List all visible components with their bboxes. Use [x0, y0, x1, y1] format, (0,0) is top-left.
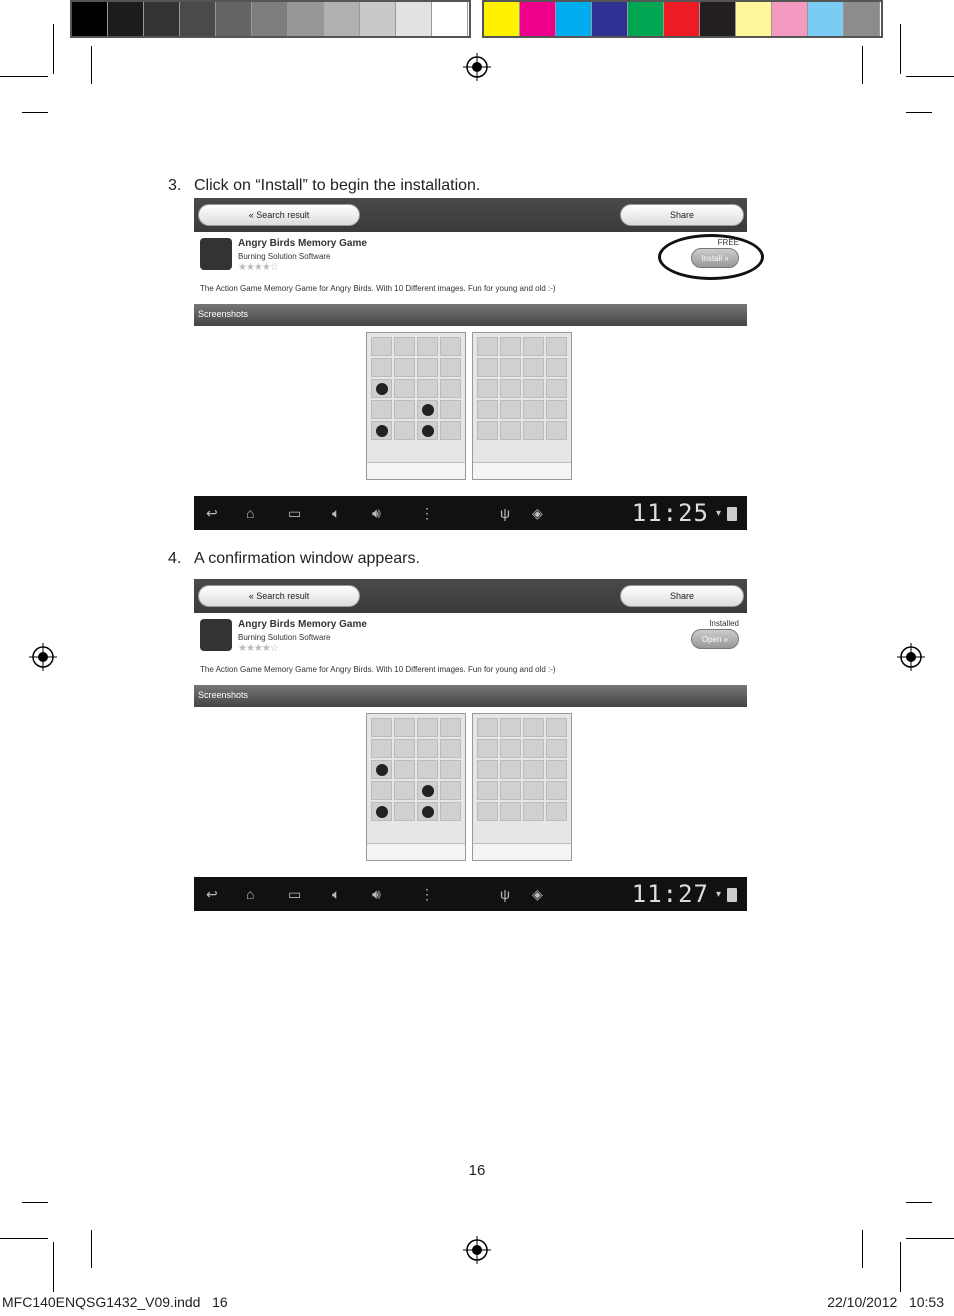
app-description: The Action Game Memory Game for Angry Birds. With 10 Different images. Fun for young and old :-): [200, 284, 556, 293]
crop-mark: [862, 46, 863, 84]
app-top-bar: [194, 198, 747, 232]
crop-mark: [53, 1242, 54, 1292]
color-swatch: [252, 2, 288, 36]
crop-mark: [906, 112, 932, 113]
crop-mark: [22, 1202, 48, 1203]
status-clock: 11:27: [631, 880, 709, 908]
android-icon: ◈: [532, 505, 543, 521]
thumbnail-footer: [473, 462, 571, 479]
gray-color-bar: [70, 0, 471, 38]
crop-mark: [91, 1230, 92, 1268]
share-button[interactable]: Share: [620, 585, 744, 607]
wifi-icon: ▾: [715, 508, 721, 519]
footer-date: 22/10/2012 10:53: [827, 1294, 944, 1310]
color-swatch: [432, 2, 468, 36]
color-swatch: [628, 2, 664, 36]
color-swatch: [664, 2, 700, 36]
back-icon[interactable]: ↩: [206, 886, 218, 902]
registration-mark-icon: [463, 53, 491, 81]
game-screenshot-thumbnail[interactable]: [366, 332, 466, 480]
volume-down-icon[interactable]: 🔈︎: [332, 886, 341, 902]
wifi-icon: ▾: [715, 889, 721, 900]
color-swatch: [180, 2, 216, 36]
search-result-button[interactable]: « Search result: [198, 204, 360, 226]
section-title: Screenshots: [198, 309, 249, 319]
highlight-circle: [658, 234, 764, 280]
game-screenshot-thumbnail[interactable]: [366, 713, 466, 861]
color-swatch: [108, 2, 144, 36]
volume-up-icon[interactable]: 🔊︎: [372, 505, 381, 521]
volume-down-icon[interactable]: 🔈︎: [332, 505, 341, 521]
memory-grid: [371, 337, 461, 440]
screenshots-section-bar: [194, 304, 747, 326]
app-description: The Action Game Memory Game for Angry Birds. With 10 Different images. Fun for young and old :-): [200, 665, 556, 674]
memory-grid: [477, 337, 567, 440]
crop-mark: [0, 1238, 48, 1239]
screenshot-install: [194, 198, 747, 530]
registration-mark-icon: [29, 643, 57, 671]
recent-apps-icon[interactable]: ▭: [288, 505, 302, 521]
color-swatch: [700, 2, 736, 36]
color-swatch: [360, 2, 396, 36]
thumbnail-footer: [367, 462, 465, 479]
game-screenshot-thumbnail[interactable]: [472, 332, 572, 480]
section-title: Screenshots: [198, 690, 249, 700]
rating-stars: ★★★★☆: [238, 643, 278, 654]
color-swatch: [520, 2, 556, 36]
crop-mark: [900, 24, 901, 74]
color-swatch: [808, 2, 844, 36]
recent-apps-icon[interactable]: ▭: [288, 886, 302, 902]
installed-label: Installed: [709, 619, 739, 628]
step-3-text: 3. Click on “Install” to begin the installation.: [168, 177, 481, 194]
app-developer: Burning Solution Software: [238, 633, 331, 642]
crop-mark: [91, 46, 92, 84]
android-system-bar: [194, 496, 747, 530]
step-4-text: 4. A confirmation window appears.: [168, 550, 420, 567]
crop-mark: [906, 76, 954, 77]
memory-grid: [477, 718, 567, 821]
app-icon: [200, 238, 232, 270]
color-swatch: [844, 2, 880, 36]
rating-stars: ★★★★☆: [238, 262, 278, 273]
screenshots-section-bar: [194, 685, 747, 707]
thumbnail-footer: [367, 843, 465, 860]
crop-mark: [0, 76, 48, 77]
menu-icon[interactable]: ⋮: [420, 886, 434, 902]
footer-file-info: MFC140ENQSG1432_V09.indd 16: [2, 1294, 228, 1310]
install-button[interactable]: Install »: [691, 248, 739, 268]
search-result-button[interactable]: « Search result: [198, 585, 360, 607]
color-swatch: [556, 2, 592, 36]
memory-grid: [371, 718, 461, 821]
process-color-bar: [482, 0, 883, 38]
color-swatch: [484, 2, 520, 36]
home-icon[interactable]: ⌂: [246, 886, 255, 902]
crop-mark: [862, 1230, 863, 1268]
back-icon[interactable]: ↩: [206, 505, 218, 521]
registration-mark-icon: [463, 1236, 491, 1264]
color-swatch: [72, 2, 108, 36]
app-top-bar: [194, 579, 747, 613]
usb-icon: ψ: [500, 505, 510, 521]
color-swatch: [288, 2, 324, 36]
open-button[interactable]: Open »: [691, 629, 739, 649]
price-label: FREE: [717, 238, 739, 247]
android-icon: ◈: [532, 886, 543, 902]
game-screenshot-thumbnail[interactable]: [472, 713, 572, 861]
app-name: Angry Birds Memory Game: [238, 238, 367, 249]
crop-mark: [906, 1202, 932, 1203]
color-swatch: [216, 2, 252, 36]
usb-icon: ψ: [500, 886, 510, 902]
menu-icon[interactable]: ⋮: [420, 505, 434, 521]
volume-up-icon[interactable]: 🔊︎: [372, 886, 381, 902]
app-icon: [200, 619, 232, 651]
crop-mark: [900, 1242, 901, 1292]
android-system-bar: [194, 877, 747, 911]
app-name: Angry Birds Memory Game: [238, 619, 367, 630]
crop-mark: [22, 112, 48, 113]
color-swatch: [736, 2, 772, 36]
color-swatch: [324, 2, 360, 36]
thumbnail-footer: [473, 843, 571, 860]
battery-icon: [727, 888, 737, 902]
color-swatch: [772, 2, 808, 36]
color-swatch: [396, 2, 432, 36]
screenshot-installed: [194, 579, 747, 911]
registration-mark-icon: [897, 643, 925, 671]
home-icon[interactable]: ⌂: [246, 505, 255, 521]
color-swatch: [144, 2, 180, 36]
battery-icon: [727, 507, 737, 521]
crop-mark: [906, 1238, 954, 1239]
share-button[interactable]: Share: [620, 204, 744, 226]
page-number: 16: [468, 1162, 486, 1179]
crop-mark: [53, 24, 54, 74]
status-clock: 11:25: [631, 499, 709, 527]
color-swatch: [592, 2, 628, 36]
app-developer: Burning Solution Software: [238, 252, 331, 261]
